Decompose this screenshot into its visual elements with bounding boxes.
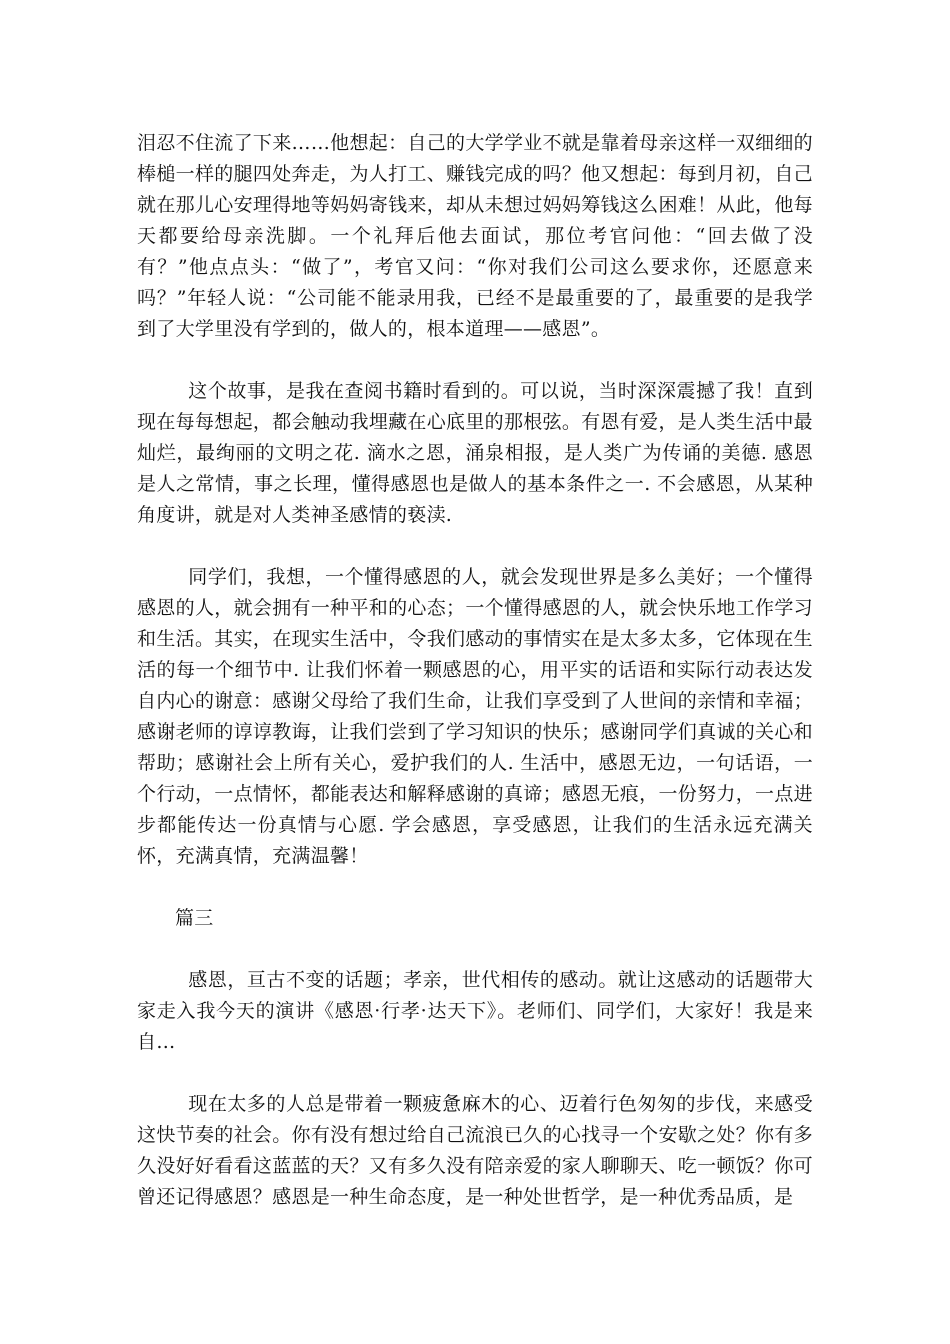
paragraph-story-end: 泪忍不住流了下来……他想起：自己的大学学业不就是靠着母亲这样一双细细的棒槌一样的腿四处奔走，为人打工、赚钱完成的吗？他又想起：每到月初，自己就在那儿心安理得地等妈妈寄钱来，却从未想过妈妈筹钱这么困难！从此，他每天都要给母亲洗脚。一个礼拜后他去面试，那位考官问他：“回去做了没有？”他点点头：“做了”，考官又问：“你对我们公司这么要求你，还愿意来吗？”年轻人说：“公司能不能录用我，已经不是最重要的了，最重要的是我学到了大学里没有学到的，做人的，根本道理——感恩”。 (137, 132, 813, 340)
paragraph-story-reflection: 这个故事，是我在查阅书籍时看到的。可以说，当时深深震撼了我！直到现在每每想起，都会触动我埋藏在心底里的那根弦。有恩有爱，是人类生活中最灿烂，最绚丽的文明之花. 滴水之恩，涌泉相报，是人类广为传诵的美德. 感恩是人之常情，事之长理，懂得感恩也是做人的基本条件之一. 不会感恩，从某种角度讲，就是对人类神圣感情的亵渎. (137, 380, 813, 526)
paragraph-speech-opening: 感恩，亘古不变的话题；孝亲，世代相传的感动。就让这感动的话题带大家走入我今天的演讲《感恩·行孝·达天下》。老师们、同学们，大家好！我是来自… (137, 969, 813, 1053)
section-heading: 篇三 (175, 907, 214, 929)
paragraph-gratitude-appeal: 同学们，我想，一个懂得感恩的人，就会发现世界是多么美好；一个懂得感恩的人，就会拥有一种平和的心态；一个懂得感恩的人，就会快乐地工作学习和生活。其实，在现实生活中，令我们感动的事情实在是太多太多，它体现在生活的每一个细节中. 让我们怀着一颗感恩的心，用平实的话语和实际行动表达发自内心的谢意：感谢父母给了我们生命，让我们享受到了人世间的亲情和幸福；感谢老师的谆谆教诲，让我们尝到了学习知识的快乐；感谢同学们真诚的关心和帮助；感谢社会上所有关心，爱护我们的人. 生活中，感恩无边，一句话语，一个行动，一点情怀，都能表达和解释感谢的真谛；感恩无痕，一份努力，一点进步都能传达一份真情与心愿. 学会感恩，享受感恩，让我们的生活永远充满关怀，充满真情，充满温馨！ (137, 566, 813, 867)
paragraph-modern-life: 现在太多的人总是带着一颗疲惫麻木的心、迈着行色匆匆的步伐，来感受这快节奏的社会。你有没有想过给自己流浪已久的心找寻一个安歇之处？你有多久没好好看看这蓝蓝的天？又有多久没有陪亲爱的家人聊聊天、吃一顿饭？你可曾还记得感恩？感恩是一种生命态度，是一种处世哲学，是一种优秀品质，是 (137, 1093, 813, 1208)
document-body (137, 128, 813, 1244)
